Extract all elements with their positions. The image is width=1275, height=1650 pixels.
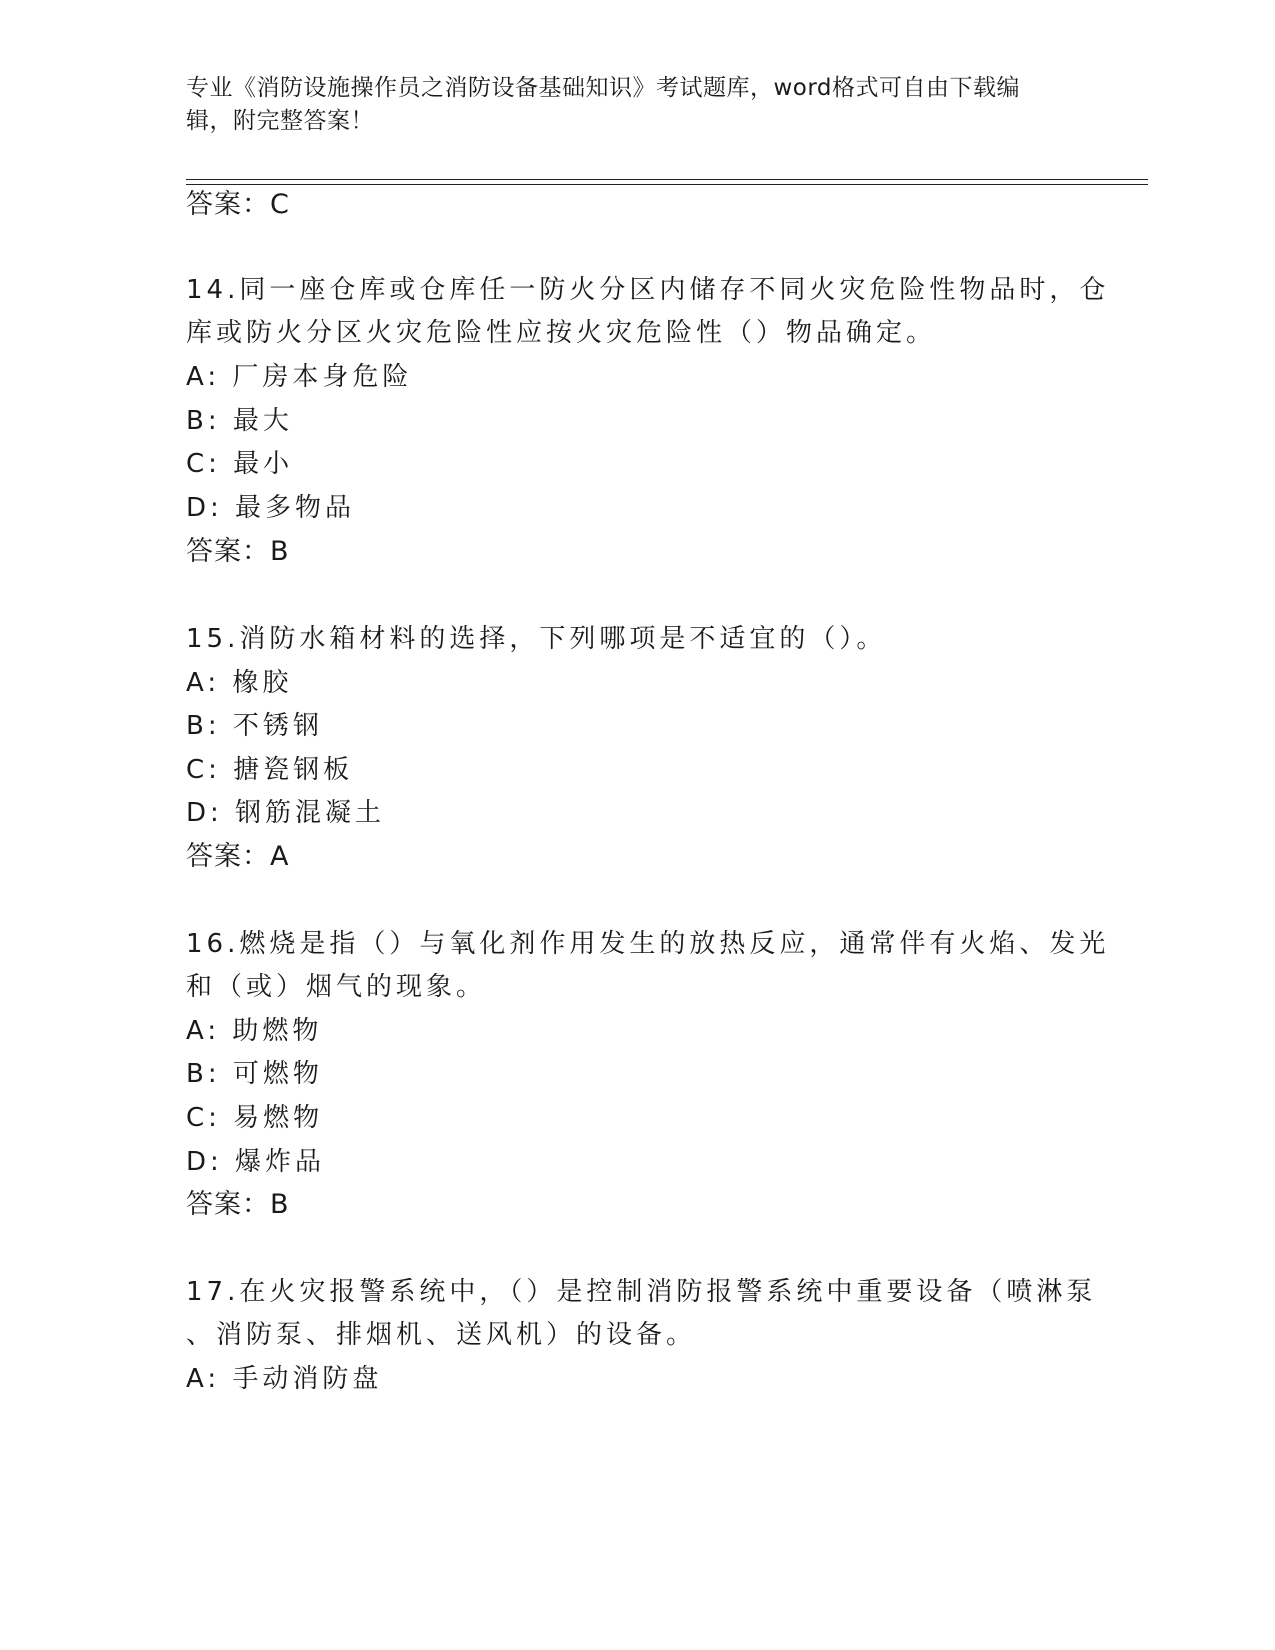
question-15-option-c: C: 搪瓷钢板 bbox=[186, 755, 354, 785]
question-15-answer: 答案：A bbox=[186, 841, 290, 872]
question-16-option-b: B: 可燃物 bbox=[186, 1059, 323, 1089]
previous-answer: 答案：C bbox=[186, 189, 290, 220]
header-divider-top bbox=[186, 179, 1148, 180]
question-16-answer: 答案：B bbox=[186, 1189, 290, 1220]
question-14-stem-line1: 14.同一座仓库或仓库任一防火分区内储存不同火灾危险性物品时，仓 bbox=[186, 275, 1110, 305]
question-16-stem-line2: 和（或）烟气的现象。 bbox=[186, 972, 487, 1002]
question-17-option-a: A: 手动消防盘 bbox=[186, 1364, 383, 1394]
question-16-option-a: A: 助燃物 bbox=[186, 1016, 323, 1046]
question-16-option-d: D: 爆炸品 bbox=[186, 1147, 326, 1177]
question-15-option-d: D: 钢筋混凝土 bbox=[186, 798, 386, 828]
question-15-option-a: A: 橡胶 bbox=[186, 668, 293, 698]
question-14-stem-line2: 库或防火分区火灾危险性应按火灾危险性（）物品确定。 bbox=[186, 318, 937, 348]
question-17-stem-line1: 17.在火灾报警系统中，（）是控制消防报警系统中重要设备（喷淋泵 bbox=[186, 1277, 1097, 1307]
question-15-option-b: B: 不锈钢 bbox=[186, 711, 323, 741]
question-17-stem-line2: 、消防泵、排烟机、送风机）的设备。 bbox=[186, 1320, 697, 1350]
question-14-option-a: A: 厂房本身危险 bbox=[186, 362, 413, 392]
question-16-stem-line1: 16.燃烧是指（）与氧化剂作用发生的放热反应，通常伴有火焰、发光 bbox=[186, 929, 1110, 959]
header-intro-line1: 专业《消防设施操作员之消防设备基础知识》考试题库，word格式可自由下载编 bbox=[186, 75, 1021, 101]
header-divider-bottom bbox=[186, 184, 1148, 185]
header-intro-line2: 辑，附完整答案！ bbox=[186, 108, 374, 134]
question-14-answer: 答案：B bbox=[186, 536, 290, 567]
question-14-option-d: D: 最多物品 bbox=[186, 493, 356, 523]
question-15-stem-line1: 15.消防水箱材料的选择，下列哪项是不适宜的（）。 bbox=[186, 624, 887, 654]
question-14-option-b: B: 最大 bbox=[186, 406, 293, 436]
question-14-option-c: C: 最小 bbox=[186, 449, 294, 479]
question-16-option-c: C: 易燃物 bbox=[186, 1103, 324, 1133]
document-header bbox=[186, 72, 1066, 138]
